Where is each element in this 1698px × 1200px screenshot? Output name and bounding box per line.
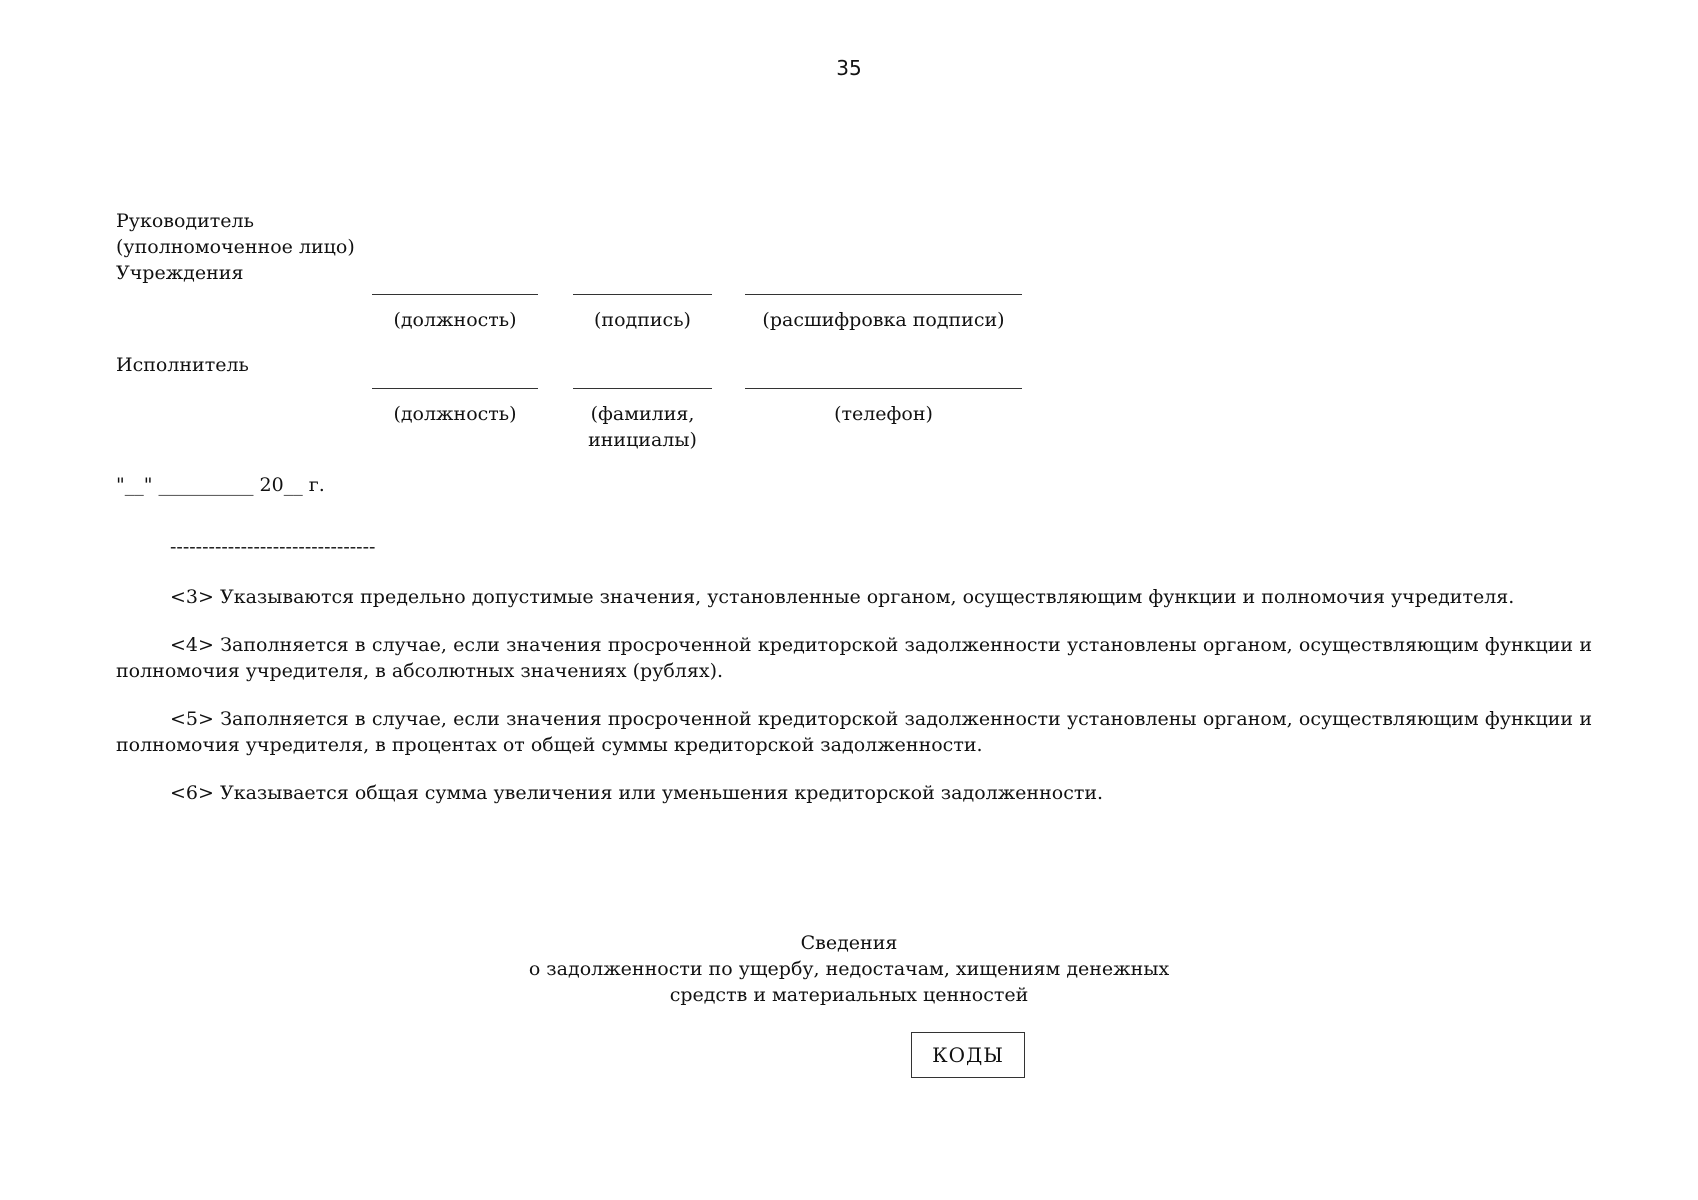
signer-label-line2: (уполномоченное лицо): [116, 236, 355, 258]
executor-name-caption-line2: инициалы): [588, 429, 697, 451]
section-heading: [0, 930, 1698, 1008]
executor-name-caption-line1: (фамилия,: [590, 403, 695, 425]
executor-phone-line: [745, 388, 1022, 389]
footnote-separator: --------------------------------: [170, 536, 376, 558]
executor-label: Исполнитель: [116, 354, 249, 376]
signer-position-line: [372, 294, 538, 295]
footnote-3: <3> Указываются предельно допустимые значения, установленные органом, осуществляющим функции и полномочия учредителя.: [170, 586, 1515, 608]
signer-decoding-caption: (расшифровка подписи): [762, 309, 1005, 331]
codes-header-cell: КОДЫ: [911, 1032, 1025, 1078]
footnote-5: <5> Заполняется в случае, если значения просроченной кредиторской задолженности установлены органом, осуществляющим функции и полномочия учредителя, в процентах от общей суммы кредиторской задолженности.: [116, 708, 1592, 756]
signer-signature-line: [573, 294, 712, 295]
footnote-4: <4> Заполняется в случае, если значения просроченной кредиторской задолженности установлены органом, осуществляющим функции и полномочия учредителя, в абсолютных значениях (рублях).: [116, 634, 1592, 682]
footnote-6: <6> Указывается общая сумма увеличения или уменьшения кредиторской задолженности.: [170, 782, 1104, 804]
date-line: "__" __________ 20__ г.: [116, 474, 325, 496]
page-number: 35: [836, 56, 862, 80]
executor-name-caption: [573, 401, 712, 453]
executor-name-line: [573, 388, 712, 389]
signer-label-line3: Учреждения: [116, 262, 244, 284]
executor-position-line: [372, 388, 538, 389]
executor-position-caption: (должность): [393, 403, 517, 425]
section-heading-line1: Сведения: [800, 932, 898, 954]
signer-signature-caption: (подпись): [594, 309, 691, 331]
signer-label: [116, 208, 355, 286]
signer-label-line1: Руководитель: [116, 210, 254, 232]
executor-phone-caption: (телефон): [834, 403, 933, 425]
section-heading-line3: средств и материальных ценностей: [669, 984, 1029, 1006]
section-heading-line2: о задолженности по ущербу, недостачам, хищениям денежных: [528, 958, 1170, 980]
signer-decoding-line: [745, 294, 1022, 295]
signer-position-caption: (должность): [393, 309, 517, 331]
